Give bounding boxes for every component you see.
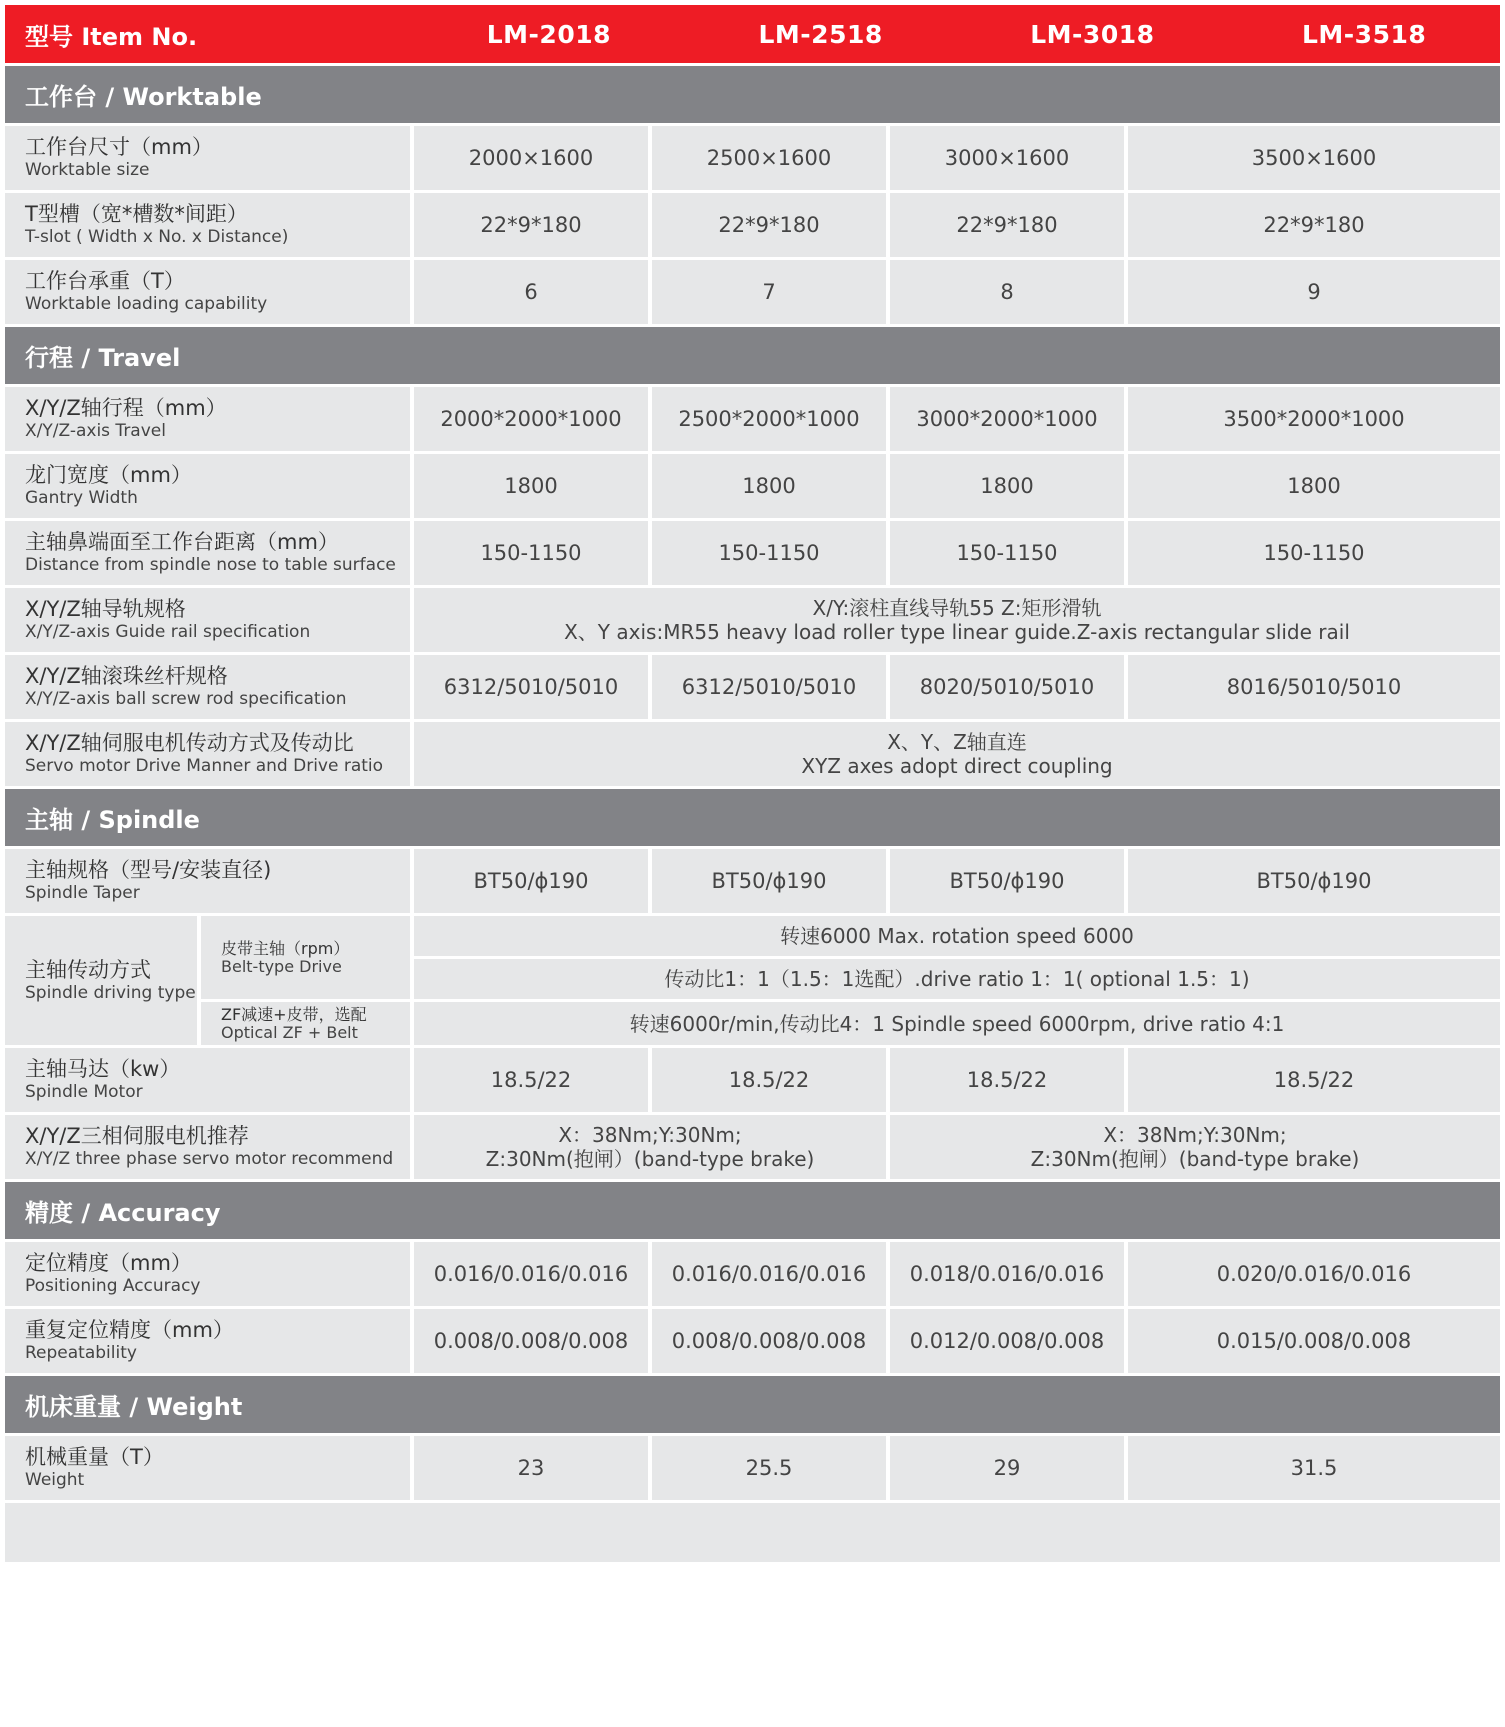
value-cell: 7 [652,260,886,324]
value-cell: 18.5/22 [414,1048,648,1112]
value-cell: 0.008/0.008/0.008 [414,1309,648,1373]
value-cell: 8016/5010/5010 [1128,655,1500,719]
row-label: X/Y/Z轴伺服电机传动方式及传动比 Servo motor Drive Manner and Drive ratio [5,722,410,786]
value-cell: 25.5 [652,1436,886,1500]
value-cell: 3000×1600 [890,126,1124,190]
value-cell: 3500×1600 [1128,126,1500,190]
table-row [5,1115,1500,1179]
table-row [5,588,1500,652]
value-cell: 2500×1600 [652,126,886,190]
row-label: 工作台尺寸（mm） Worktable size [5,126,410,190]
value-cell: 29 [890,1436,1124,1500]
value-cell: BT50/ϕ190 [890,849,1124,913]
value-cell: 18.5/22 [890,1048,1124,1112]
value-cell: 1800 [890,454,1124,518]
value-cell: 0.012/0.008/0.008 [890,1309,1124,1373]
table-row [5,1436,1500,1500]
section-accuracy: 精度 / Accuracy [5,1182,1500,1239]
value-cell: 18.5/22 [652,1048,886,1112]
row-label: 机械重量（T） Weight [5,1436,410,1500]
value-cell: 8020/5010/5010 [890,655,1124,719]
value-cell: 6 [414,260,648,324]
value-cell: 0.018/0.016/0.016 [890,1242,1124,1306]
value-cell: 22*9*180 [414,193,648,257]
value-cell: 0.016/0.016/0.016 [414,1242,648,1306]
table-row [5,260,1500,324]
row-label: 主轴马达（kw） Spindle Motor [5,1048,410,1112]
item-no-label: 型号 Item No. [25,22,198,51]
value-cell: 9 [1128,260,1500,324]
merged-value-cell: X/Y:滚柱直线导轨55 Z:矩形滑轨 X、Y axis:MR55 heavy load roller type linear guide.Z-axis rectangular slide rail [414,588,1500,652]
value-cell: 2000×1600 [414,126,648,190]
row-label: 重复定位精度（mm） Repeatability [5,1309,410,1373]
value-cell: 2000*2000*1000 [414,387,648,451]
row-label: 主轴传动方式 Spindle driving type [5,916,197,1045]
value-cell: 6312/5010/5010 [414,655,648,719]
table-header [5,5,1500,63]
table-row [5,849,1500,913]
value-cell: 22*9*180 [890,193,1124,257]
merged-value-cell: 转速6000r/min,传动比4：1 Spindle speed 6000rpm, drive ratio 4:1 [414,1002,1500,1045]
row-label: 主轴规格（型号/安装直径) Spindle Taper [5,849,410,913]
row-label: X/Y/Z三相伺服电机推荐 X/Y/Z three phase servo motor recommend [5,1115,410,1179]
value-cell: BT50/ϕ190 [414,849,648,913]
table-row [5,521,1500,585]
row-label: 龙门宽度（mm） Gantry Width [5,454,410,518]
table-row [5,387,1500,451]
section-spindle: 主轴 / Spindle [5,789,1500,846]
value-cell: 150-1150 [652,521,886,585]
table-row [5,193,1500,257]
value-cell: BT50/ϕ190 [1128,849,1500,913]
row-label: X/Y/Z轴滚珠丝杆规格 X/Y/Z-axis ball screw rod specification [5,655,410,719]
row-label: 主轴鼻端面至工作台距离（mm） Distance from spindle nose to table surface [5,521,410,585]
table-row [5,722,1500,786]
merged-value-cell: X：38Nm;Y:30Nm; Z:30Nm(抱闸）(band-type brake) [890,1115,1500,1179]
value-cell: 1800 [414,454,648,518]
table-row [5,1242,1500,1306]
value-cell: 1800 [1128,454,1500,518]
value-cell: 0.008/0.008/0.008 [652,1309,886,1373]
table-row [5,1048,1500,1112]
merged-value-cell: 传动比1：1（1.5：1选配）.drive ratio 1：1( optional 1.5：1) [414,959,1500,999]
sub-label-belt: 皮带主轴（rpm） Belt-type Drive [201,916,410,999]
value-cell: 22*9*180 [1128,193,1500,257]
row-label: T型槽（宽*槽数*间距） T-slot ( Width x No. x Distance) [5,193,410,257]
value-cell: 0.015/0.008/0.008 [1128,1309,1500,1373]
row-label: X/Y/Z轴导轨规格 X/Y/Z-axis Guide rail specification [5,588,410,652]
section-worktable: 工作台 / Worktable [5,66,1500,123]
value-cell: 8 [890,260,1124,324]
value-cell: 3500*2000*1000 [1128,387,1500,451]
value-cell: 1800 [652,454,886,518]
section-weight: 机床重量 / Weight [5,1376,1500,1433]
value-cell: 18.5/22 [1128,1048,1500,1112]
table-row [5,1309,1500,1373]
row-label: X/Y/Z轴行程（mm） X/Y/Z-axis Travel [5,387,410,451]
value-cell: 23 [414,1436,648,1500]
value-cell: 0.016/0.016/0.016 [652,1242,886,1306]
value-cell: 6312/5010/5010 [652,655,886,719]
value-cell: 3000*2000*1000 [890,387,1124,451]
value-cell: 150-1150 [890,521,1124,585]
table-footer [5,1503,1500,1562]
value-cell: 31.5 [1128,1436,1500,1500]
model-lm-2518: LM-2518 [758,19,883,49]
model-lm-3518: LM-3518 [1301,19,1427,49]
value-cell: 0.020/0.016/0.016 [1128,1242,1500,1306]
row-label: 工作台承重（T） Worktable loading capability [5,260,410,324]
value-cell: 150-1150 [414,521,648,585]
model-lm-2018: LM-2018 [486,19,611,49]
spindle-driving-block [5,916,1500,1045]
row-label: 定位精度（mm） Positioning Accuracy [5,1242,410,1306]
sub-label-zf: ZF减速+皮带，选配 Optical ZF + Belt [201,1002,410,1045]
value-cell: 150-1150 [1128,521,1500,585]
merged-value-cell: X、Y、Z轴直连 XYZ axes adopt direct coupling [414,722,1500,786]
table-row [5,655,1500,719]
model-lm-3018: LM-3018 [1030,19,1155,49]
table-row [5,126,1500,190]
value-cell: 22*9*180 [652,193,886,257]
table-row [5,454,1500,518]
value-cell: 2500*2000*1000 [652,387,886,451]
value-cell: BT50/ϕ190 [652,849,886,913]
merged-value-cell: X：38Nm;Y:30Nm; Z:30Nm(抱闸）(band-type brake) [414,1115,886,1179]
merged-value-cell: 转速6000 Max. rotation speed 6000 [414,916,1500,956]
section-travel: 行程 / Travel [5,327,1500,384]
